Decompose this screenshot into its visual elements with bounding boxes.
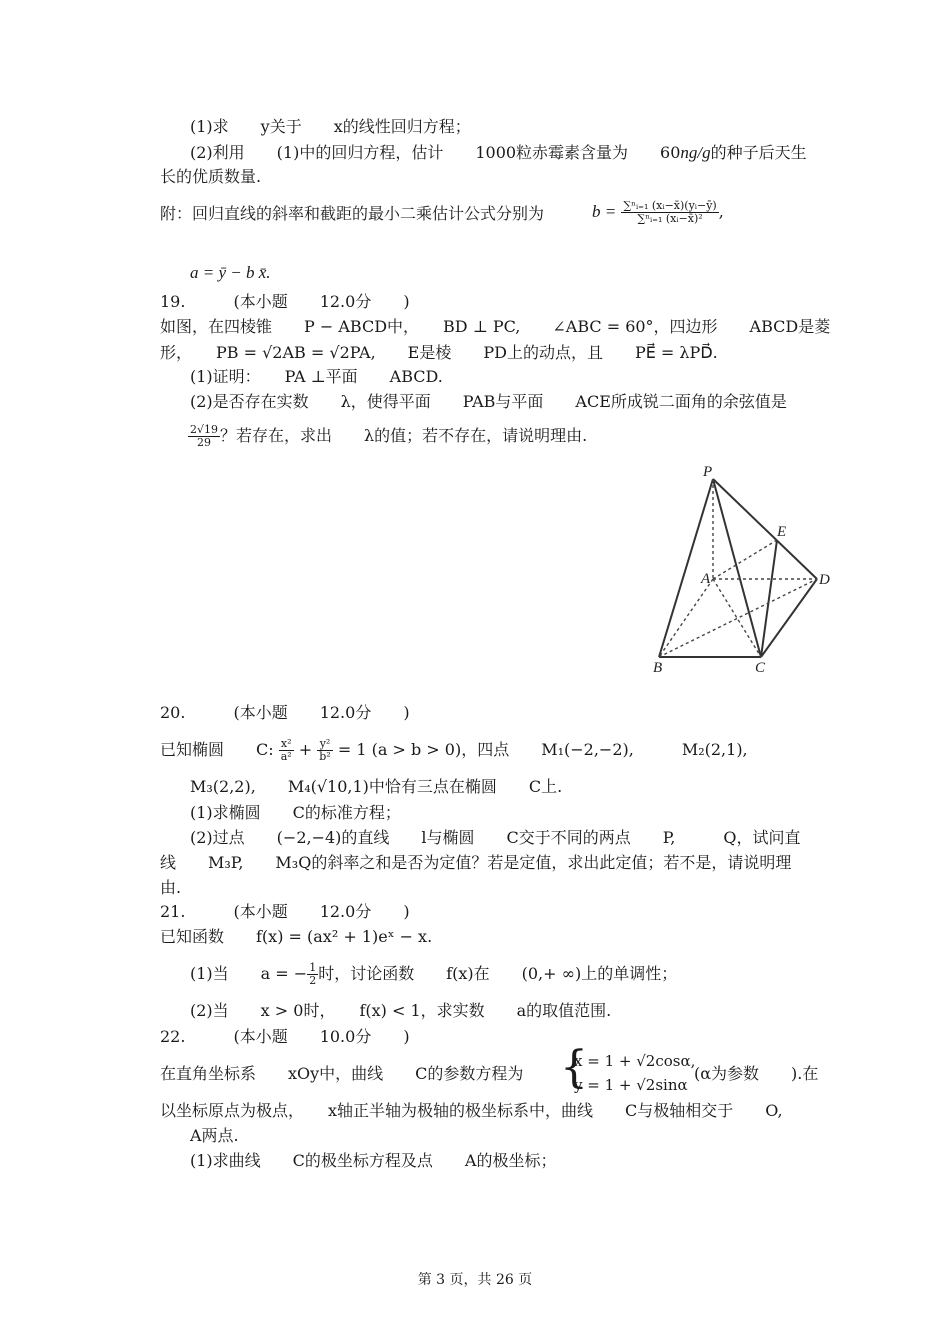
cosine-fraction bbox=[188, 424, 220, 449]
edge-ae bbox=[713, 540, 777, 579]
q20-header: 20. (本小题 12.0分 ) bbox=[160, 703, 410, 722]
label-p: P bbox=[703, 464, 713, 480]
q20-part1: (1)求椭圆 C的标准方程； bbox=[190, 803, 401, 822]
q18-note: 附：回归直线的斜率和截距的最小二乘估计公式分别为 bbox=[160, 204, 545, 223]
q19-part2-cont bbox=[188, 424, 587, 449]
q22-line1: 在直角坐标系 xOy中，曲线 C的参数方程为 bbox=[160, 1064, 524, 1083]
q20-line1-tail: = 1 (a > b > 0)，四点 M₁(−2,−2), M₂(2,1), bbox=[337, 740, 748, 759]
q20-line1 bbox=[160, 738, 748, 763]
q18-unit: ng/g bbox=[680, 143, 711, 162]
y-fraction bbox=[317, 738, 332, 763]
q21-part2: (2)当 x > 0时， f(x) < 1，求实数 a的取值范围. bbox=[190, 1001, 612, 1020]
y-num: y² bbox=[317, 738, 332, 751]
edge-pd bbox=[713, 479, 817, 579]
edge-pc bbox=[713, 479, 761, 657]
b-hat: b = bbox=[592, 202, 617, 221]
q21-line1: 已知函数 f(x) = (ax² + 1)eˣ − x. bbox=[160, 927, 433, 946]
param-eq-y: y = 1 + √2sinα bbox=[574, 1076, 688, 1094]
q19-line1: 如图，在四棱锥 P − ABCD中， BD ⊥ PC, ∠ABC = 60°，四边形 ABCD是菱 bbox=[160, 317, 831, 336]
x-num: x² bbox=[279, 738, 294, 751]
q18-b-formula bbox=[592, 200, 724, 225]
q19-part2: (2)是否存在实数 λ，使得平面 PAB与平面 ACE所成锐二面角的余弦值是 bbox=[190, 392, 787, 411]
q19-part1: (1)证明： PA ⊥平面 ABCD. bbox=[190, 367, 443, 386]
q19-part2-tail: ？若存在，求出 λ的值；若不存在，请说明理由. bbox=[220, 426, 588, 445]
x-fraction bbox=[279, 738, 294, 763]
q21-part1-text: (1)当 a = − bbox=[190, 964, 308, 983]
label-d: D bbox=[819, 572, 830, 588]
edge-pb bbox=[659, 479, 713, 657]
q18-a-formula: a = ȳ − b x̄. bbox=[190, 263, 271, 282]
q20-part2-cont: 线 M₃P, M₃Q的斜率之和是否为定值？若是定值，求出此定值；若不是，请说明理 bbox=[160, 853, 792, 872]
b-den: ∑ⁿᵢ₌₁ (xᵢ−x̄)² bbox=[637, 212, 703, 225]
pyramid-figure bbox=[645, 462, 845, 677]
cosine-num: 2√19 bbox=[190, 423, 219, 436]
label-a: A bbox=[701, 571, 711, 587]
q20-line2: M₃(2,2), M₄(√10,1)中恰有三点在椭圆 C上. bbox=[190, 777, 563, 796]
b-tail: , bbox=[718, 202, 724, 221]
system-brace: { bbox=[560, 1042, 588, 1093]
q18-part2-tail: 的种子后天生 bbox=[710, 143, 807, 162]
q22-line3: A两点. bbox=[190, 1126, 239, 1145]
param-eq-x: x = 1 + √2cosα, bbox=[574, 1052, 696, 1070]
label-e: E bbox=[777, 524, 787, 540]
q19-header: 19. (本小题 12.0分 ) bbox=[160, 292, 410, 311]
cosine-den: 29 bbox=[197, 436, 211, 449]
q21-header: 21. (本小题 12.0分 ) bbox=[160, 902, 410, 921]
plus-sign: + bbox=[298, 740, 313, 759]
label-b: B bbox=[653, 660, 663, 676]
q22-line2: 以坐标原点为极点， x轴正半轴为极轴的极坐标系中，曲线 C与极轴相交于 O, bbox=[160, 1101, 783, 1120]
half-fraction bbox=[307, 962, 318, 987]
page-footer: 第 3 页，共 26 页 bbox=[417, 1272, 533, 1288]
q21-part1-tail: 时，讨论函数 f(x)在 (0,+ ∞)上的单调性； bbox=[318, 964, 678, 983]
y-den: b² bbox=[319, 750, 331, 763]
x-den: a² bbox=[280, 750, 292, 763]
q20-part2: (2)过点 (−2,−4)的直线 l与椭圆 C交于不同的两点 P, Q，试问直 bbox=[190, 828, 801, 847]
edge-ac bbox=[713, 579, 761, 657]
q22-part1: (1)求曲线 C的极坐标方程及点 A的极坐标； bbox=[190, 1151, 557, 1170]
q20-part2-end: 由. bbox=[160, 878, 182, 897]
q21-part1 bbox=[190, 962, 677, 987]
q19-line2: 形， PB = √2AB = √2PA, E是棱 PD上的动点，且 PE⃗ = λPD⃗. bbox=[160, 343, 718, 362]
b-num: ∑ⁿᵢ₌₁ (xᵢ−x̄)(yᵢ−ȳ) bbox=[623, 199, 717, 212]
q18-part2 bbox=[190, 142, 807, 164]
b-fraction bbox=[621, 200, 718, 225]
q22-line1-tail: (α为参数 ).在 bbox=[694, 1064, 819, 1083]
q20-line1-text: 已知椭圆 C: bbox=[160, 740, 274, 759]
edge-ab bbox=[659, 579, 713, 657]
q18-part1: (1)求 y关于 x的线性回归方程； bbox=[190, 117, 471, 136]
solid-edges bbox=[659, 479, 817, 657]
half-num: 1 bbox=[309, 961, 317, 974]
q18-part2-text: (2)利用 (1)中的回归方程，估计 1000粒赤霉素含量为 60 bbox=[190, 143, 681, 162]
q22-header: 22. (本小题 10.0分 ) bbox=[160, 1027, 410, 1046]
half-den: 2 bbox=[309, 974, 317, 987]
label-c: C bbox=[755, 660, 766, 676]
edge-bd bbox=[659, 579, 817, 657]
q18-part2-cont: 长的优质数量. bbox=[160, 167, 262, 186]
